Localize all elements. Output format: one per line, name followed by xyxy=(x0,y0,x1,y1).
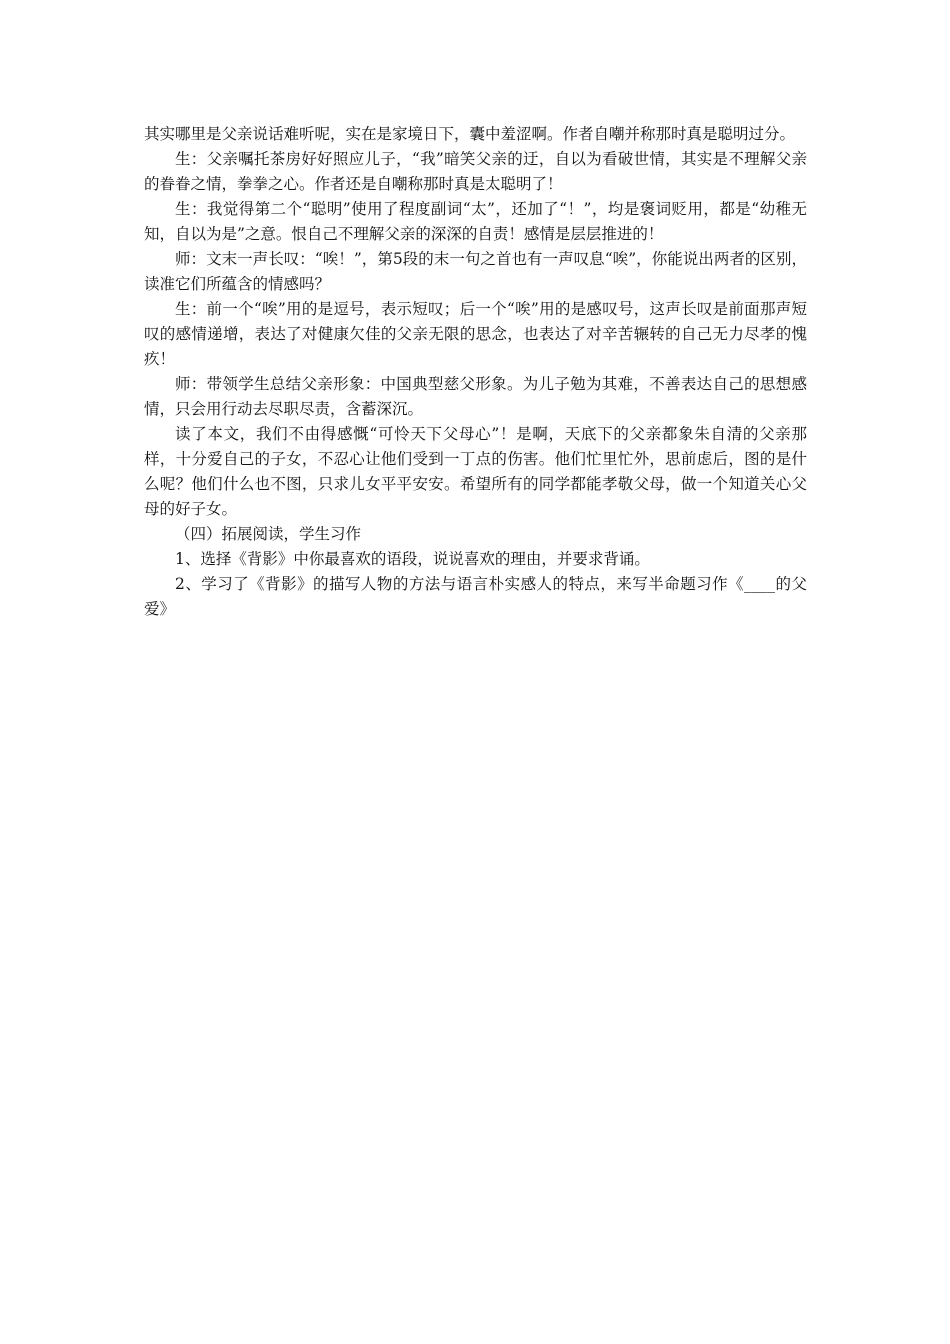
paragraph-3: 生：我觉得第二个“聪明”使用了程度副词“太”，还加了“！”，均是褒词贬用，都是“幼稚无知，自以为是”之意。恨自己不理解父亲的深深的自责！感情是层层推进的！ xyxy=(144,200,807,243)
paragraph-6: 师：带领学生总结父亲形象：中国典型慈父形象。为儿子勉为其难，不善表达自己的思想感情，只会用行动去尽职尽责，含蓄深沉。 xyxy=(144,375,807,418)
task-item-2: 2、学习了《背影》的描写人物的方法与语言朴实感人的特点，来写半命题习作《____的父爱》 xyxy=(144,575,807,618)
document-body xyxy=(144,122,807,622)
paragraph-7: 读了本文，我们不由得感慨“可怜天下父母心”！是啊，天底下的父亲都象朱自清的父亲那样，十分爱自己的子女，不忍心让他们受到一丁点的伤害。他们忙里忙外，思前虑后，图的是什么呢？他们什么也不图，只求儿女平平安安。希望所有的同学都能孝敬父母，做一个知道关心父母的好子女。 xyxy=(144,425,807,518)
paragraph-1: 其实哪里是父亲说话难听呢，实在是家境日下，囊中羞涩啊。作者自嘲并称那时真是聪明过分。 xyxy=(144,125,796,143)
task-item-1: 1、选择《背影》中你最喜欢的语段，说说喜欢的理由，并要求背诵。 xyxy=(175,550,650,568)
paragraph-4: 师：文末一声长叹：“唉！”，第5段的末一句之首也有一声叹息“唉”，你能说出两者的区别，读准它们所蕴含的情感吗？ xyxy=(144,250,807,293)
section-heading: （四）拓展阅读，学生习作 xyxy=(175,525,362,543)
paragraph-2: 生：父亲嘱托茶房好好照应儿子，“我”暗笑父亲的迂，自以为看破世情，其实是不理解父亲的眷眷之情，拳拳之心。作者还是自嘲称那时真是太聪明了！ xyxy=(144,150,807,193)
paragraph-5: 生：前一个“唉”用的是逗号，表示短叹；后一个“唉”用的是感叹号，这声长叹是前面那声短叹的感情递增，表达了对健康欠佳的父亲无限的思念，也表达了对辛苦辗转的自己无力尽孝的愧疚！ xyxy=(144,300,807,368)
